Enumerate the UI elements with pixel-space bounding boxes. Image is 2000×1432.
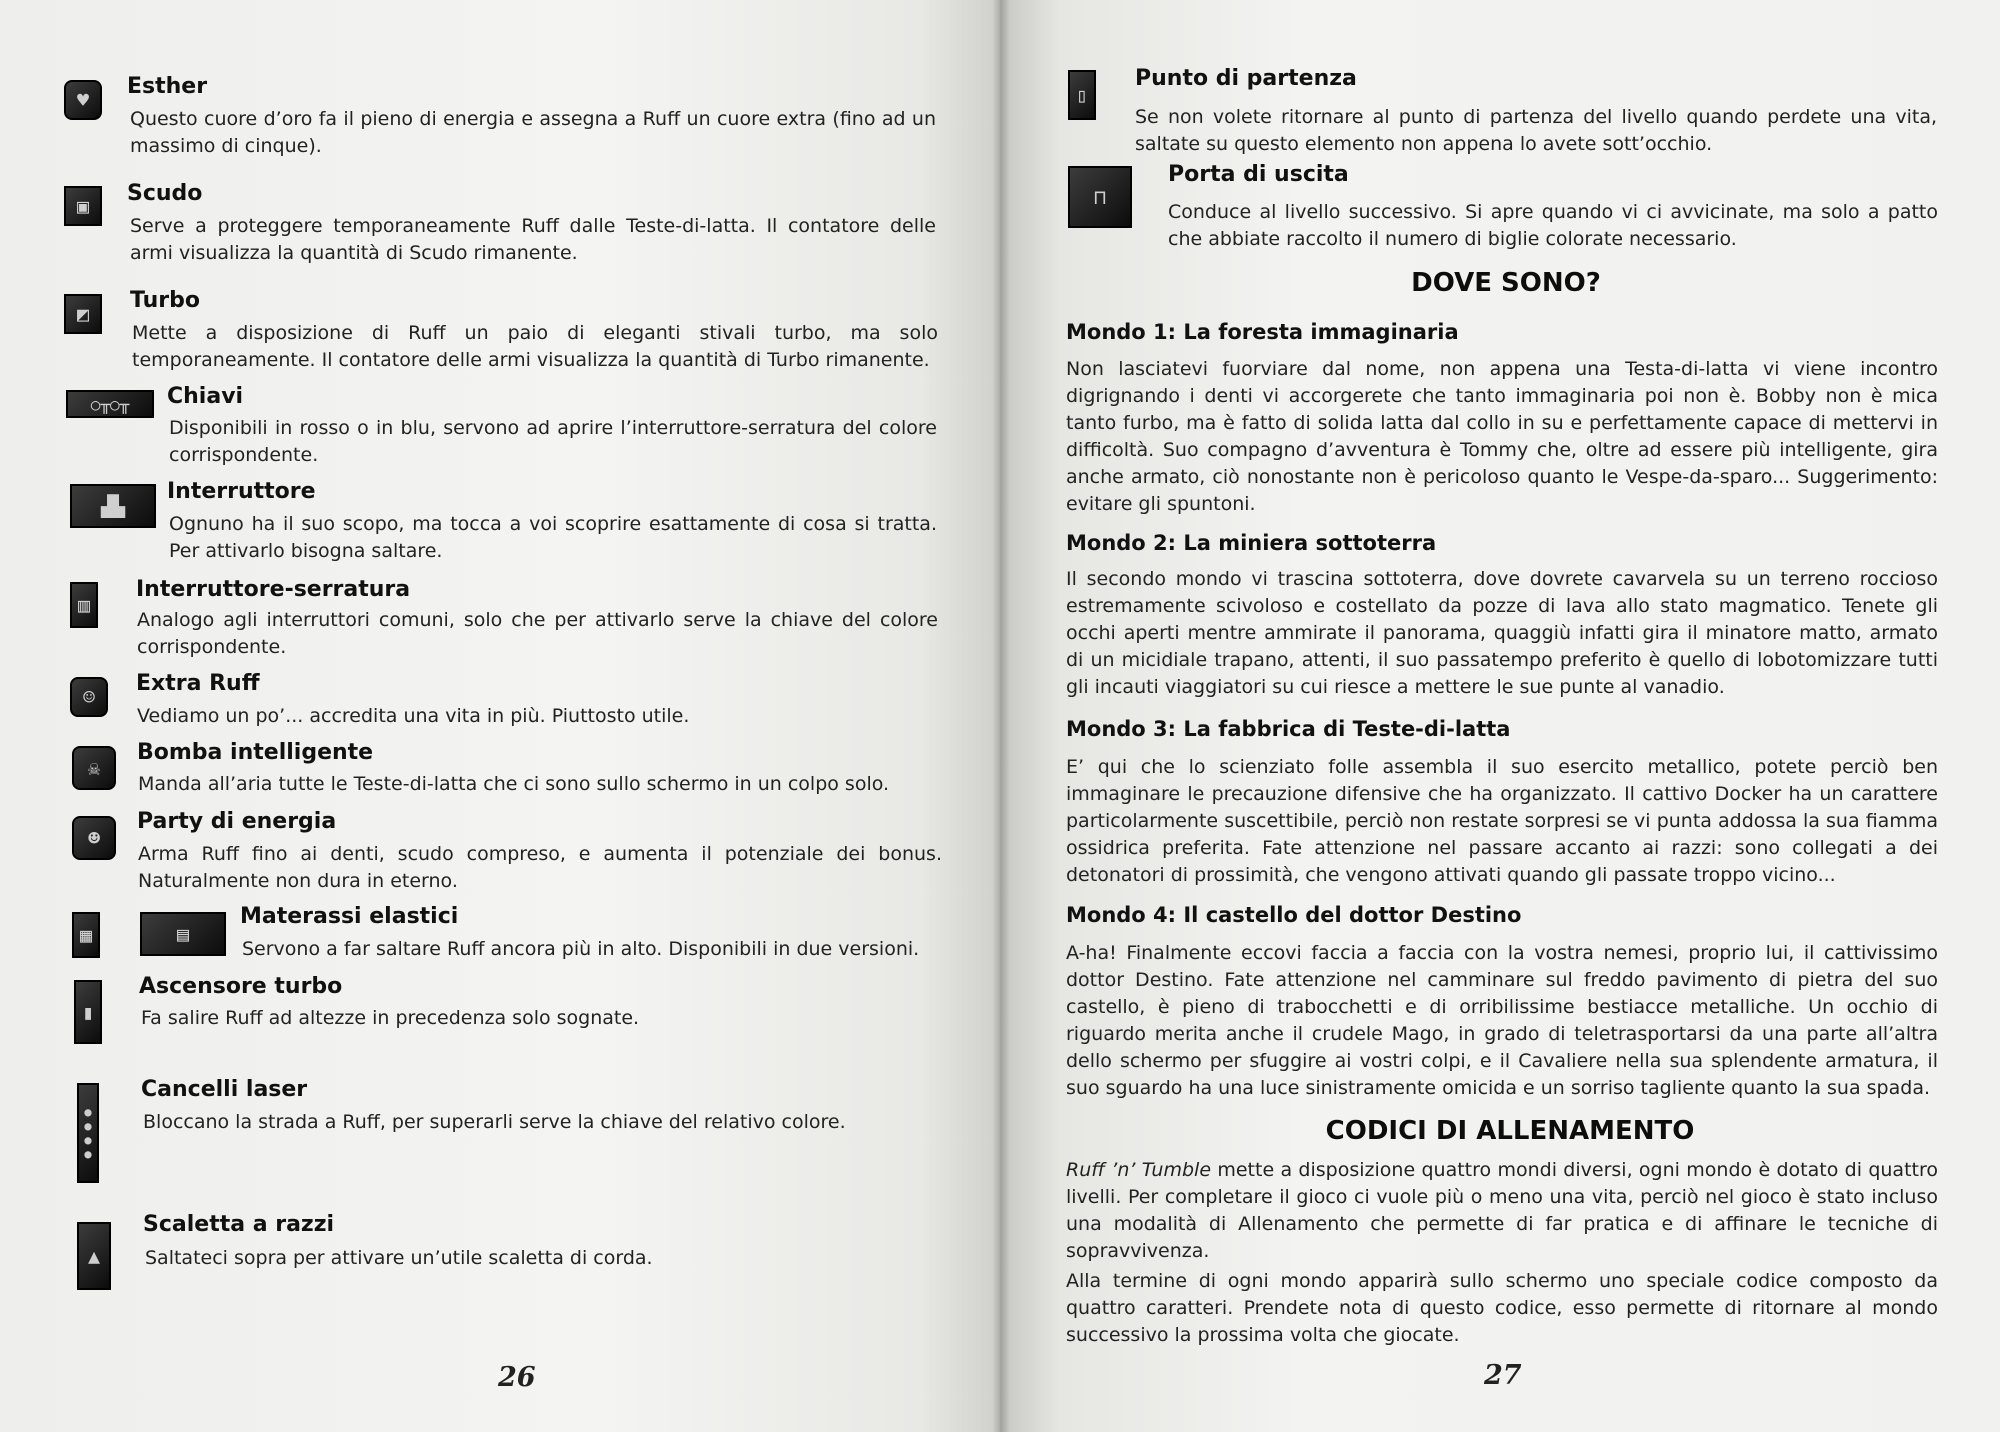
- spring-mattress-icon: ▦: [72, 912, 100, 958]
- item-title: Turbo: [130, 288, 200, 313]
- heart-icon: ♥: [64, 80, 102, 120]
- world-title: Mondo 3: La fabbrica di Teste-di-latta: [1066, 717, 1511, 741]
- item-text: Saltateci sopra per attivare un’utile scaletta di corda.: [145, 1247, 653, 1269]
- turbo-lift-icon: ▮: [74, 980, 102, 1044]
- item-text: Vediamo un po’... accredita una vita in più. Piuttosto utile.: [137, 705, 690, 727]
- item-text: Disponibili in rosso o in blu, servono ad aprire l’interruttore-serratura del colore corrispondente.: [169, 417, 937, 466]
- world-title: Mondo 4: Il castello del dottor Destino: [1066, 903, 1522, 927]
- item-text: Se non volete ritornare al punto di partenza del livello quando perdete una vita, saltate su questo elemento non appena lo avete sott’occhio.: [1135, 106, 1937, 155]
- boot-icon: ◩: [64, 294, 102, 334]
- shield-icon: ▣: [64, 186, 102, 226]
- item-title: Cancelli laser: [141, 1077, 308, 1102]
- game-title: Ruff ’n’ Tumble: [1066, 1159, 1212, 1181]
- item-text: Mette a disposizione di Ruff un paio di eleganti stivali turbo, ma solo temporaneamente. Il contatore delle armi visualizza la quantità di Turbo rimanente.: [132, 322, 938, 371]
- switch-icon: ▟▙: [70, 484, 156, 528]
- item-text: Servono a far saltare Ruff ancora più in alto. Disponibili in due versioni.: [242, 938, 920, 960]
- item-title: Porta di uscita: [1168, 162, 1349, 187]
- page-number: 26: [498, 1362, 536, 1393]
- key-icon: ○╥○╥: [66, 390, 154, 418]
- start-point-icon: ▯: [1068, 70, 1096, 120]
- world-text: E’ qui che lo scienziato folle assembla il suo esercito metallico, potete perciò ben immaginare le precauzione difensive che ha organizzato. Il cattivo Docker ha un carattere particolarmente suscettibile, perciò non restate sorpresi se vi punta addossa la sua fiamma ossidrica preferita. Fate attenzione nel passare accanto ai razzi: sono collegati a dei detonatori di prossimità, che vengono attivati quando gli passate troppo vicino...: [1066, 756, 1938, 886]
- item-title: Scaletta a razzi: [143, 1212, 335, 1237]
- world-text: Non lasciatevi fuorviare dal nome, non appena una Testa-di-latta vi viene incontro digrignando i denti vi accorgerete che tanto immaginaria poi non è. Bobby non è mica tanto furbo, ma è fatto di solida latta dal collo in su e perfettamente capace di mettervi in difficoltà. Suo compagno d’avventura è Tommy che, oltre ad essere più intelligente, gira anche armato, ciò nonostante non è pericoloso quanto le Vespe-da-sparo... Suggerimento: evitare gli spuntoni.: [1066, 358, 1938, 515]
- item-title: Ascensore turbo: [139, 974, 343, 999]
- item-text: Bloccano la strada a Ruff, per superarli serve la chiave del relativo colore.: [143, 1111, 846, 1133]
- item-title: Interruttore: [167, 479, 316, 504]
- item-title: Interruttore-serratura: [136, 577, 411, 602]
- item-text: Questo cuore d’oro fa il pieno di energia e assegna a Ruff un cuore extra (fino ad un massimo di cinque).: [130, 108, 936, 157]
- item-title: Bomba intelligente: [137, 740, 374, 765]
- right-page: [1000, 0, 2000, 1432]
- laser-gate-icon: ● ● ● ●: [77, 1083, 99, 1183]
- item-title: Party di energia: [137, 809, 337, 834]
- item-text: Ognuno ha il suo scopo, ma tocca a voi scoprire esattamente di cosa si tratta. Per attivarlo bisogna saltare.: [169, 513, 937, 562]
- item-title: Punto di partenza: [1135, 66, 1357, 91]
- world-text: Il secondo mondo vi trascina sottoterra, dove dovrete cavarvela su un terreno roccioso estremamente scivoloso e costellato da pozze di lava allo stato magmatico. Tenete gli occhi aperti mentre ammirate il panorama, quaggiù infatti gira il minatore matto, armato di un micidiale trapano, attenti, il suo passatempo preferito è quello di lobotomizzare tutti gli incauti viaggiatori su cui riesce a mettere le sue punte al vanadio.: [1066, 568, 1938, 698]
- world-title: Mondo 2: La miniera sottoterra: [1066, 531, 1437, 555]
- book-gutter: [992, 0, 1010, 1432]
- codici-paragraph: [1066, 1157, 1938, 1265]
- item-title: Materassi elastici: [240, 904, 459, 929]
- ruff-face-icon: ☺: [70, 677, 108, 717]
- item-text: Serve a proteggere temporaneamente Ruff dalle Teste-di-latta. Il contatore delle armi visualizza la quantità di Scudo rimanente.: [130, 215, 936, 264]
- item-text: Fa salire Ruff ad altezze in precedenza solo sognate.: [141, 1007, 640, 1029]
- item-title: Scudo: [127, 181, 203, 206]
- rocket-ladder-icon: ▲: [77, 1222, 111, 1290]
- item-text: Analogo agli interruttori comuni, solo che per attivarlo serve la chiave del colore corrispondente.: [137, 609, 938, 658]
- section-heading: CODICI DI ALLENAMENTO: [1325, 1116, 1695, 1146]
- smiley-icon: ☻: [72, 816, 116, 860]
- page-number: 27: [1484, 1360, 1522, 1391]
- item-title: Esther: [127, 74, 208, 99]
- world-title: Mondo 1: La foresta immaginaria: [1066, 320, 1459, 344]
- item-text: Conduce al livello successivo. Si apre quando vi ci avvicinate, ma solo a patto che abbiate raccolto il numero di biglie colorate necessario.: [1168, 201, 1938, 250]
- codici-text: mette a disposizione quattro mondi diversi, ogni mondo è dotato di quattro livelli. Per completare il gioco ci vuole più o meno una vita, perciò nel gioco è stato incluso una modalità di Allenamento che permette di far pratica e di affinare le tecniche di sopravvivenza.: [1066, 1159, 1938, 1262]
- section-heading: DOVE SONO?: [1411, 268, 1601, 298]
- item-title: Chiavi: [167, 384, 244, 409]
- lock-switch-icon: ▥: [70, 582, 98, 628]
- item-text: Arma Ruff fino ai denti, scudo compreso, e aumenta il potenziale dei bonus. Naturalmente non dura in eterno.: [138, 843, 942, 892]
- item-text: Manda all’aria tutte le Teste-di-latta che ci sono sullo schermo in un colpo solo.: [138, 773, 890, 795]
- skull-bomb-icon: ☠: [72, 746, 116, 790]
- spring-mattress-icon: ▤: [140, 912, 226, 956]
- exit-door-icon: ⊓: [1068, 166, 1132, 228]
- item-title: Extra Ruff: [136, 671, 260, 696]
- codici-paragraph: Alla termine di ogni mondo apparirà sullo schermo uno speciale codice composto da quattro caratteri. Prendete nota di questo codice, esso permette di ritornare al mondo successivo la prossima volta che giocate.: [1066, 1270, 1938, 1346]
- world-text: A-ha! Finalmente eccovi faccia a faccia con la vostra nemesi, proprio lui, il cattivissimo dottor Destino. Fate attenzione nel camminare sul freddo pavimento di pietra del suo castello, è pieno di trabocchetti e di orribilissime bestiacce metalliche. Un occhio di riguardo merita anche il crudele Mago, in grado di teletrasportarsi da una parte all’altra dello schermo per sfuggire ai vostri colpi, e il Cavaliere nella sua splendente armatura, il suo sguardo ha una luce sinistramente omicida e un sorriso tagliente quanto la sua spada.: [1066, 942, 1938, 1099]
